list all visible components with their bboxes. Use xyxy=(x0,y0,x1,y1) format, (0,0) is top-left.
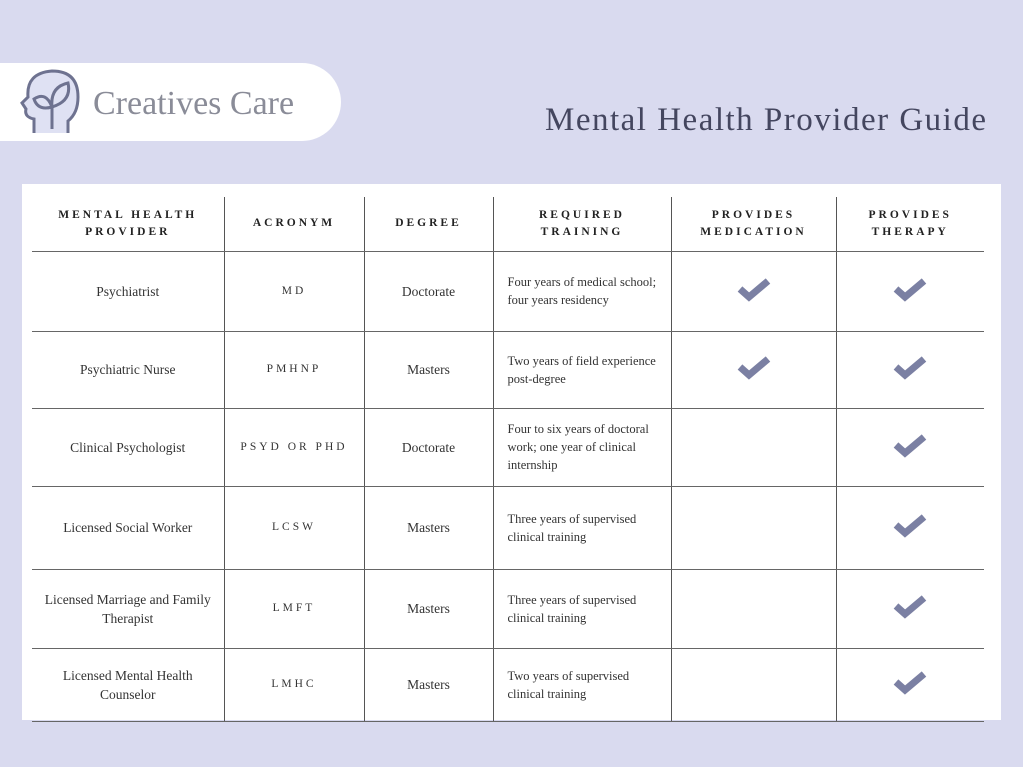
provider-cell: Licensed Social Worker xyxy=(32,486,224,569)
training-cell: Two years of field experience post-degree xyxy=(493,331,671,408)
acronym-cell: PSYD OR PHD xyxy=(224,408,364,486)
acronym-cell: MD xyxy=(224,251,364,331)
medication-cell xyxy=(671,408,836,486)
acronym-cell: PMHNP xyxy=(224,331,364,408)
header-medication: PROVIDES MEDICATION xyxy=(671,197,836,251)
training-cell: Four to six years of doctoral work; one year of clinical internship xyxy=(493,408,671,486)
training-cell: Four years of medical school; four years residency xyxy=(493,251,671,331)
acronym-cell: LCSW xyxy=(224,486,364,569)
provider-cell: Licensed Marriage and Family Therapist xyxy=(32,569,224,648)
acronym-cell: LMFT xyxy=(224,569,364,648)
therapy-cell xyxy=(836,486,984,569)
check-icon xyxy=(893,354,927,380)
therapy-cell xyxy=(836,408,984,486)
provider-cell: Clinical Psychologist xyxy=(32,408,224,486)
header-training: REQUIRED TRAINING xyxy=(493,197,671,251)
table-row xyxy=(32,486,984,569)
therapy-cell xyxy=(836,648,984,721)
header-therapy: PROVIDES THERAPY xyxy=(836,197,984,251)
check-icon xyxy=(893,276,927,302)
table-row xyxy=(32,648,984,721)
training-cell: Three years of supervised clinical training xyxy=(493,486,671,569)
check-icon xyxy=(737,354,771,380)
medication-cell xyxy=(671,251,836,331)
page-title: Mental Health Provider Guide xyxy=(545,102,988,138)
header-degree: DEGREE xyxy=(364,197,493,251)
check-icon xyxy=(893,593,927,619)
table-row xyxy=(32,331,984,408)
provider-cell: Psychiatrist xyxy=(32,251,224,331)
degree-cell: Masters xyxy=(364,569,493,648)
provider-table xyxy=(32,197,984,722)
table-row xyxy=(32,251,984,331)
medication-cell xyxy=(671,648,836,721)
table-row xyxy=(32,408,984,486)
medication-cell xyxy=(671,569,836,648)
therapy-cell xyxy=(836,251,984,331)
medication-cell xyxy=(671,486,836,569)
degree-cell: Masters xyxy=(364,331,493,408)
therapy-cell xyxy=(836,569,984,648)
medication-cell xyxy=(671,331,836,408)
brand-name: Creatives Care xyxy=(93,85,295,122)
training-cell: Three years of supervised clinical training xyxy=(493,569,671,648)
degree-cell: Masters xyxy=(364,486,493,569)
therapy-cell xyxy=(836,331,984,408)
check-icon xyxy=(893,432,927,458)
degree-cell: Masters xyxy=(364,648,493,721)
check-icon xyxy=(737,276,771,302)
degree-cell: Doctorate xyxy=(364,408,493,486)
head-leaf-logo-icon xyxy=(20,67,84,137)
table-row xyxy=(32,569,984,648)
header-acronym: ACRONYM xyxy=(224,197,364,251)
header-provider: MENTAL HEALTH PROVIDER xyxy=(32,197,224,251)
training-cell: Two years of supervised clinical training xyxy=(493,648,671,721)
check-icon xyxy=(893,512,927,538)
degree-cell: Doctorate xyxy=(364,251,493,331)
check-icon xyxy=(893,669,927,695)
acronym-cell: LMHC xyxy=(224,648,364,721)
provider-cell: Psychiatric Nurse xyxy=(32,331,224,408)
provider-cell: Licensed Mental Health Counselor xyxy=(32,648,224,721)
header-row xyxy=(32,197,984,251)
